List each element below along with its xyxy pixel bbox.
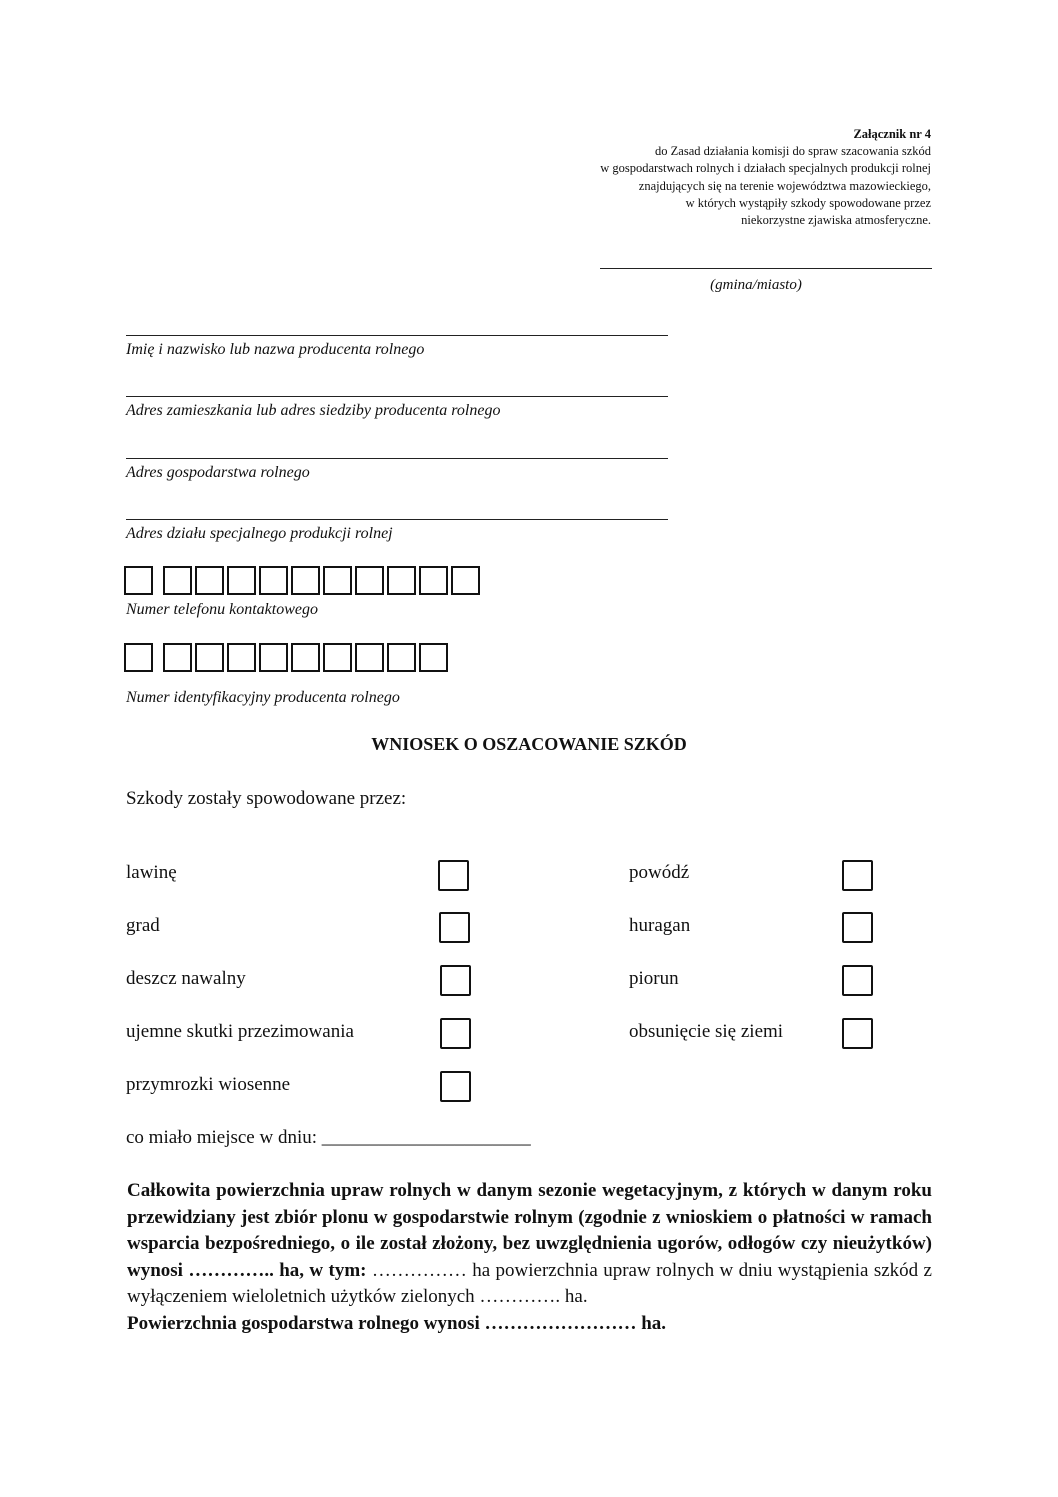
cause-label-lightning: piorun	[629, 968, 679, 989]
digit-box[interactable]	[259, 643, 288, 672]
digit-box[interactable]	[227, 643, 256, 672]
date-field[interactable]: co miało miejsce w dniu: ______________________	[126, 1127, 531, 1148]
digit-box[interactable]	[419, 643, 448, 672]
annex-line: do Zasad działania komisji do spraw szacowania szkód	[655, 144, 931, 159]
checkbox-lightning[interactable]	[842, 965, 873, 996]
caused-by-label: Szkody zostały spowodowane przez:	[126, 788, 407, 809]
farm-address-field-line[interactable]	[126, 458, 668, 459]
digit-box[interactable]	[451, 566, 480, 595]
area-paragraph	[127, 1178, 932, 1337]
digit-box[interactable]	[355, 643, 384, 672]
digit-box[interactable]	[227, 566, 256, 595]
annex-line: w gospodarstwach rolnych i działach specjalnych produkcji rolnej	[600, 161, 931, 176]
name-field-label: Imię i nazwisko lub nazwa producenta rolnego	[126, 341, 425, 358]
digit-box[interactable]	[291, 566, 320, 595]
digit-box[interactable]	[419, 566, 448, 595]
cause-label-downpour: deszcz nawalny	[126, 968, 246, 989]
digit-box[interactable]	[355, 566, 384, 595]
annex-line: niekorzystne zjawiska atmosferyczne.	[741, 213, 931, 228]
digit-box[interactable]	[195, 566, 224, 595]
cause-label-hail: grad	[126, 915, 160, 936]
digit-box[interactable]	[387, 643, 416, 672]
checkbox-landslide[interactable]	[842, 1018, 873, 1049]
id-number-boxes	[124, 643, 451, 672]
gmina-field-line[interactable]	[600, 268, 932, 269]
digit-box[interactable]	[163, 566, 192, 595]
phone-number-boxes	[124, 566, 483, 595]
annex-line: w których wystąpiły szkody spowodowane przez	[685, 195, 931, 210]
area-paragraph-normal: …………… ha powierzchnia upraw rolnych w dniu wystąpienia szkód z wyłączeniem wieloletnich użytków zielonych …………. ha.	[127, 1259, 932, 1307]
digit-box[interactable]	[259, 566, 288, 595]
area-paragraph-bold: Całkowita powierzchnia upraw rolnych w danym sezonie wegetacyjnym, z których w danym roku przewidziany jest zbiór plonu w gospodarstwie rolnym (zgodnie z wnioskiem o płatności w ramach wsparcia bezpośredniego, o ile został złożony, bez uwzględnienia ugorów, odłogów czy nieużytków) wynosi ………….. ha, w tym:	[127, 1180, 932, 1281]
name-field-line[interactable]	[126, 335, 668, 336]
id-number-label: Numer identyfikacyjny producenta rolnego	[126, 689, 400, 706]
cause-label-flood: powódź	[629, 862, 690, 883]
digit-box[interactable]	[163, 643, 192, 672]
special-address-field-label: Adres działu specjalnego produkcji rolnej	[126, 525, 393, 542]
digit-box[interactable]	[195, 643, 224, 672]
digit-box[interactable]	[323, 566, 352, 595]
digit-box[interactable]	[291, 643, 320, 672]
checkbox-wintering[interactable]	[440, 1018, 471, 1049]
cause-label-hurricane: huragan	[629, 915, 691, 936]
annex-title: Załącznik nr 4	[853, 127, 931, 141]
special-address-field-line[interactable]	[126, 519, 668, 520]
address-field-label: Adres zamieszkania lub adres siedziby producenta rolnego	[126, 402, 501, 419]
cause-label-avalanche: lawinę	[126, 862, 177, 883]
cause-label-frost: przymrozki wiosenne	[126, 1074, 291, 1095]
annex-line: znajdujących się na terenie województwa mazowieckiego,	[638, 178, 931, 193]
cause-label-landslide: obsunięcie się ziemi	[629, 1021, 784, 1042]
address-field-line[interactable]	[126, 396, 668, 397]
cause-label-wintering: ujemne skutki przezimowania	[126, 1021, 354, 1042]
digit-box[interactable]	[124, 643, 153, 672]
farm-area-line: Powierzchnia gospodarstwa rolnego wynosi …………………… ha.	[127, 1312, 667, 1334]
checkbox-hail[interactable]	[439, 912, 470, 943]
digit-box[interactable]	[387, 566, 416, 595]
gmina-label: (gmina/miasto)	[710, 277, 802, 293]
checkbox-flood[interactable]	[842, 860, 873, 891]
checkbox-frost[interactable]	[440, 1071, 471, 1102]
digit-box[interactable]	[124, 566, 153, 595]
document-title: WNIOSEK O OSZACOWANIE SZKÓD	[371, 734, 687, 754]
checkbox-avalanche[interactable]	[438, 860, 469, 891]
checkbox-hurricane[interactable]	[842, 912, 873, 943]
phone-label: Numer telefonu kontaktowego	[126, 601, 318, 618]
digit-box[interactable]	[323, 643, 352, 672]
farm-address-field-label: Adres gospodarstwa rolnego	[126, 464, 310, 481]
checkbox-downpour[interactable]	[440, 965, 471, 996]
annex-header	[461, 126, 931, 229]
